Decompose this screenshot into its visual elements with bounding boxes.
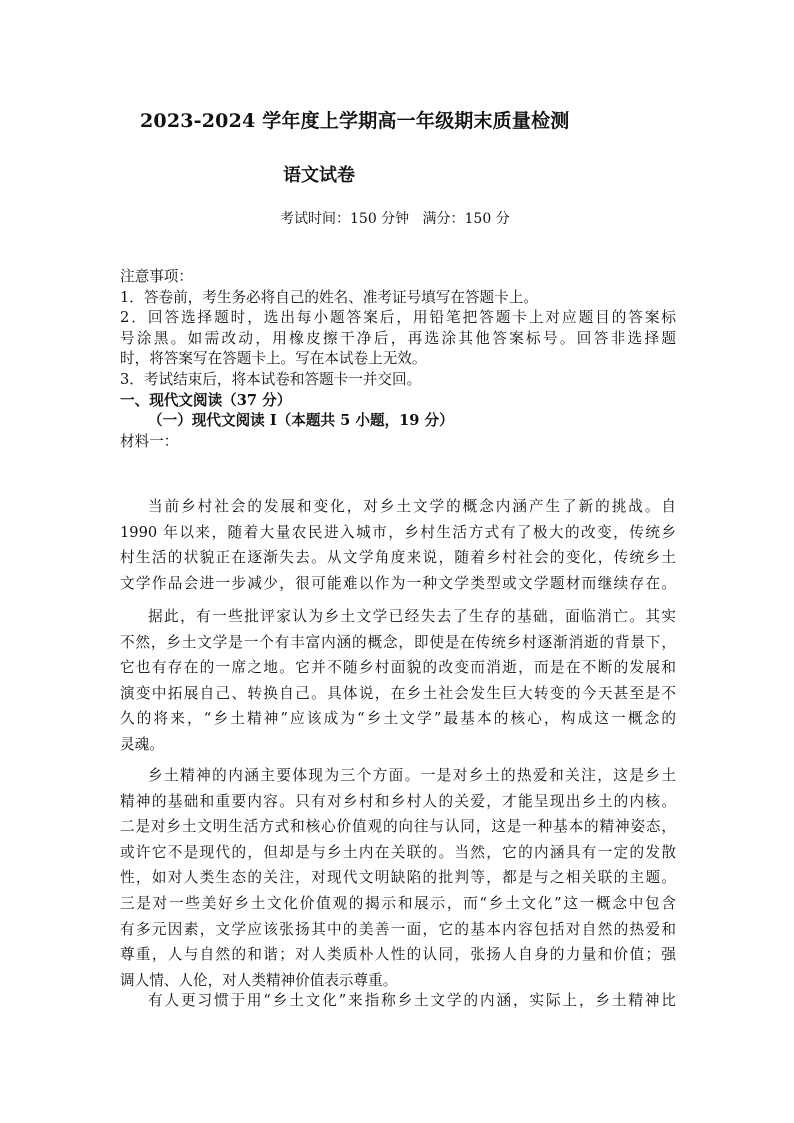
paragraph-line: 性，如对人类生态的关注，对现代文明缺陷的批判等，都是与之相关联的主题。 [120,869,676,887]
paragraph-line: 乡土精神的内涵主要体现为三个方面。一是对乡土的热爱和关注，这是乡土 [148,767,676,784]
notes-line: 1．答卷前，考生务必将自己的姓名、准考证号填写在答题卡上。 [120,288,538,306]
paragraph-line: 村生活的状貌正在逐渐失去。从文学角度来说，随着乡村社会的变化，传统乡土 [120,549,676,567]
notes-line: 号涂黑。如需改动，用橡皮擦干净后，再选涂其他答案标号。回答非选择题 [120,329,676,347]
paragraph-4 [120,988,676,1014]
paragraph-line: 文学作品会进一步减少，很可能难以作为一种文学类型或文学题材而继续存在。 [120,574,676,592]
notes-line: 3．考试结束后，将本试卷和答题卡一并交回。 [120,370,422,388]
notes-line: 时，将答案写在答题卡上。写在本试卷上无效。 [120,350,427,368]
paragraph-line: 有人更习惯于用“乡土文化”来指称乡土文学的内涵，实际上，乡土精神比 [148,992,676,1009]
paragraph-line: 有多元因素，文学应该张扬其中的美善一面，它的基本内容包括对自然的热爱和 [120,920,676,938]
paragraph-line: 1990 年以来，随着大量农民进入城市，乡村生活方式有了极大的改变，传统乡 [120,523,676,541]
material-label: 材料一： [120,432,179,450]
paragraph-line: 当前乡村社会的发展和变化，对乡土文学的概念内涵产生了新的挑战。自 [148,498,676,515]
paragraph-line: 久的将来，“乡土精神”应该成为“乡土文学”最基本的核心，构成这一概念的 [120,710,676,728]
exam-title: 2023-2024 学年度上学期高一年级期末质量检测 [140,110,570,132]
section-heading: 一、现代文阅读（37 分） [120,391,292,409]
paragraph-line: 或许它不是现代的，但却是与乡土内在关联的。当然，它的内涵具有一定的发散 [120,843,676,861]
paragraph-line: 它也有存在的一席之地。它并不随乡村面貌的改变而消逝，而是在不断的发展和 [120,659,676,677]
paragraph-2 [120,604,676,758]
notes-heading: 注意事项： [120,268,193,285]
paragraph-line: 演变中拓展自己、转换自己。具体说，在乡土社会发生巨大转变的今天甚至是不 [120,684,676,702]
notes-line: 2．回答选择题时，选出每小题答案后，用铅笔把答题卡上对应题目的答案标 [120,309,676,327]
paragraph-line: 精神的基础和重要内容。只有对乡村和乡村人的关爱，才能呈现出乡土的内核。 [120,792,676,810]
paragraph-3 [120,763,676,993]
paragraph-line: 尊重，人与自然的和谐；对人类质朴人性的认同，张扬人自身的力量和价值；强 [120,946,676,964]
paragraph-line: 三是对一些美好乡土文化价值观的揭示和展示，而“乡土文化”这一概念中包含 [120,894,676,912]
paragraph-1 [120,494,676,596]
paragraph-line: 据此，有一些批评家认为乡土文学已经失去了生存的基础，面临消亡。其实 [148,608,676,625]
exam-info: 考试时间：150 分钟 满分：150 分 [280,211,510,227]
paragraph-line: 调人情、人伦，对人类精神价值表示尊重。 [120,971,398,989]
section-subheading: （一）现代文阅读 I（本题共 5 小题，19 分） [148,412,454,430]
paragraph-line: 不然，乡土文学是一个有丰富内涵的概念，即使是在传统乡村逐渐消逝的背景下， [120,633,676,651]
exam-subtitle: 语文试卷 [283,165,355,186]
notes-block [120,267,676,452]
paragraph-line: 灵魂。 [120,735,164,753]
paragraph-line: 二是对乡土文明生活方式和核心价值观的向往与认同，这是一种基本的精神姿态， [120,818,676,836]
